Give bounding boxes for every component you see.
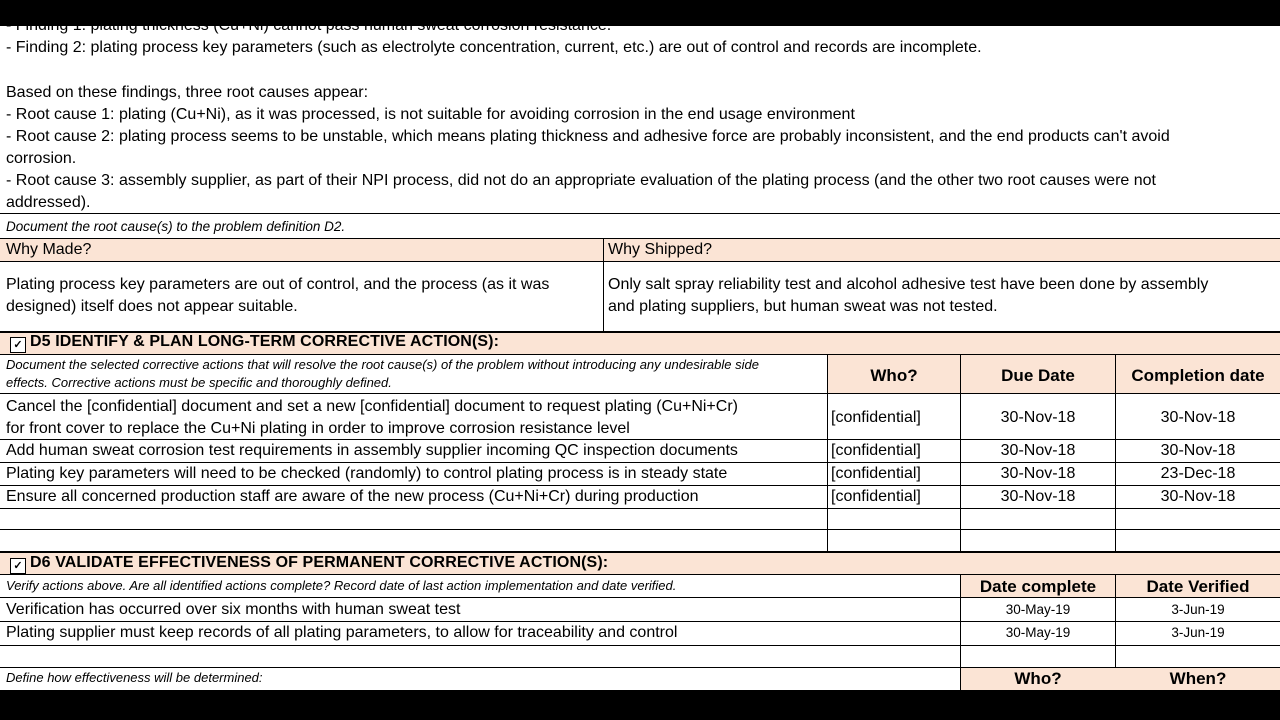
d5-instruction-line1: Document the selected corrective actions that will resolve the root cause(s) of the problem without introducing any undesirable side [6, 357, 759, 372]
d5-row4-completion: 30-Nov-18 [1160, 488, 1236, 505]
d5-row2-due: 30-Nov-18 [1000, 442, 1076, 459]
d5-row4-action: Ensure all concerned production staff are aware of the new process (Cu+Ni+Cr) during production [6, 488, 699, 505]
d6-when-label: When? [1169, 669, 1227, 688]
why-made-label: Why Made? [6, 241, 92, 258]
d5-row3-completion: 23-Dec-18 [1160, 465, 1236, 482]
d6-row1-complete: 30-May-19 [1005, 602, 1071, 617]
root-causes-intro: Based on these findings, three root causes appear: [6, 84, 369, 101]
d6-row1-verified: 3-Jun-19 [1171, 602, 1225, 617]
d6-who-label: Who? [1014, 669, 1062, 688]
finding-1-text: - Finding 1: plating thickness (Cu+Ni) cannot pass human sweat corrosion resistance. [6, 17, 612, 34]
d5-row1-who: [confidential] [831, 409, 921, 426]
d6-row2-complete: 30-May-19 [1005, 625, 1071, 640]
d6-row2-text: Plating supplier must keep records of all plating parameters, to allow for traceability and control [6, 624, 678, 641]
d5-header-completion: Completion date [1131, 366, 1265, 385]
root-cause-2-line2: corrosion. [6, 150, 77, 167]
root-cause-3-line2: addressed). [6, 194, 91, 211]
d5-row1-completion: 30-Nov-18 [1160, 409, 1236, 426]
d5-row3-due: 30-Nov-18 [1000, 465, 1076, 482]
d5-header-who: Who? [870, 366, 918, 385]
d5-row3-action: Plating key parameters will need to be checked (randomly) to control plating process is in steady state [6, 465, 728, 482]
d6-title: D6 VALIDATE EFFECTIVENESS OF PERMANENT CORRECTIVE ACTION(S): [30, 554, 609, 571]
d5-title-row [10, 333, 499, 353]
d6-header-date-complete: Date complete [979, 577, 1097, 596]
d5-row1-due: 30-Nov-18 [1000, 409, 1076, 426]
why-shipped-line2: and plating suppliers, but human sweat was not tested. [608, 298, 998, 315]
d6-instruction: Verify actions above. Are all identified actions complete? Record date of last action implementation and date verified. [6, 578, 677, 593]
d5-title: D5 IDENTIFY & PLAN LONG-TERM CORRECTIVE ACTION(S): [30, 333, 499, 350]
report-sheet [0, 17, 1280, 690]
d5-row1-action-line1: Cancel the [confidential] document and set a new [confidential] document to request plating (Cu+Ni+Cr) [6, 398, 738, 415]
root-cause-1: - Root cause 1: plating (Cu+Ni), as it was processed, is not suitable for avoiding corrosion in the end usage environment [6, 106, 855, 123]
d6-define-label: Define how effectiveness will be determined: [6, 670, 263, 685]
d6-checkbox[interactable]: ✓ [10, 558, 26, 574]
finding-2-text: - Finding 2: plating process key parameters (such as electrolyte concentration, current, etc.) are out of control and records are incomplete. [6, 39, 982, 56]
d5-header-due: Due Date [1001, 366, 1075, 385]
d5-instruction-line2: effects. Corrective actions must be specific and thoroughly defined. [6, 375, 392, 390]
d6-row2-verified: 3-Jun-19 [1171, 625, 1225, 640]
d6-title-row [10, 554, 608, 574]
why-shipped-label: Why Shipped? [608, 241, 713, 258]
root-cause-3-line1: - Root cause 3: assembly supplier, as part of their NPI process, did not do an appropriate evaluation of the plating process (and the other two root causes were not [6, 172, 1156, 189]
why-made-line1: Plating process key parameters are out of control, and the process (as it was [6, 276, 550, 293]
d5-row4-due: 30-Nov-18 [1000, 488, 1076, 505]
d5-row2-action: Add human sweat corrosion test requirements in assembly supplier incoming QC inspection documents [6, 442, 738, 459]
d5-row2-who: [confidential] [831, 442, 921, 459]
d5-row2-completion: 30-Nov-18 [1160, 442, 1236, 459]
why-made-line2: designed) itself does not appear suitable. [6, 298, 298, 315]
d5-row4-who: [confidential] [831, 488, 921, 505]
d5-row1-action-line2: for front cover to replace the Cu+Ni plating in order to improve corrosion resistance level [6, 420, 630, 437]
d5-checkbox[interactable]: ✓ [10, 337, 26, 353]
d4-instruction: Document the root cause(s) to the problem definition D2. [6, 219, 346, 234]
d6-header-date-verified: Date Verified [1146, 577, 1250, 596]
d5-row3-who: [confidential] [831, 465, 921, 482]
d6-row1-text: Verification has occurred over six months with human sweat test [6, 601, 461, 618]
why-shipped-line1: Only salt spray reliability test and alcohol adhesive test have been done by assembly [608, 276, 1209, 293]
root-cause-2-line1: - Root cause 2: plating process seems to be unstable, which means plating thickness and adhesive force are probably inconsistent, and the end products can't avoid [6, 128, 1170, 145]
